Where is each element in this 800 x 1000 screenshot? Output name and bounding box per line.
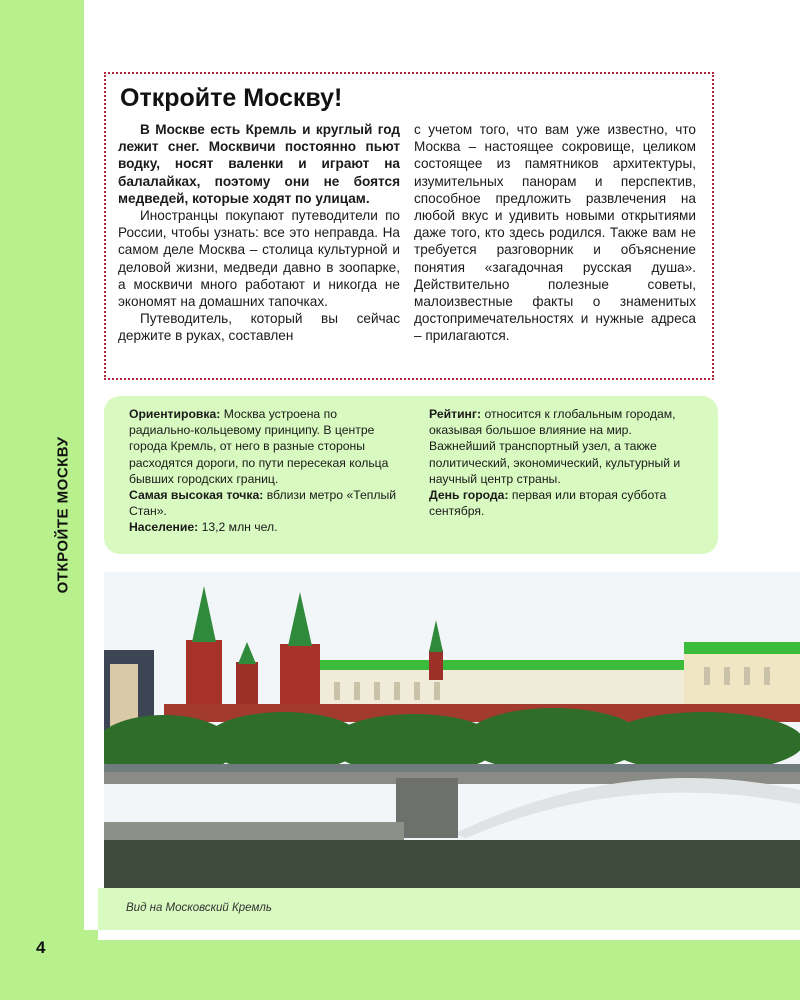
facts-box [104,396,718,554]
river [104,840,800,888]
fact-orientation [129,406,399,487]
fact-rating-label: Рейтинг: [429,407,482,421]
intro-box [104,72,714,380]
fact-population-label: Население: [129,520,199,535]
fact-highest-label: Самая высокая точка: [129,488,264,503]
kremlin-illustration [104,572,800,888]
footer-band [98,940,800,1000]
intro-paragraph-1: Иностранцы покупают путеводители по России, чтобы узнать: все это неправда. На самом деле Москва – столица культурной и деловой жизни, медведи давно в зоопарке, а москвичи много работают и никогда не экономят на домашних тапочках. [118,208,400,310]
intro-title: Откройте Москву! [120,84,343,112]
fact-orientation-text: Москва устроена по радиально-кольцевому принципу. В центре города Кремль, от него в разные стороны расходятся дороги, по пути пересекая кольца бывших городских границ. [129,407,389,486]
fact-highest-point [129,487,399,519]
fact-rating-text: относится к глобальным городам, оказывая большое влияние на мир. Важнейший транспортный узел, а также политический, экономический, культурный и научный центр страны. [429,407,681,486]
section-label: ОТКРОЙТЕ МОСКВУ [54,436,72,594]
facts-column-left [129,406,399,546]
facts-column-right [429,406,699,546]
kremlin-photo [104,572,800,888]
fact-population-text: 13,2 млн чел. [201,520,278,535]
palace-roof [314,660,684,670]
fact-cityday-label: День города: [429,488,509,503]
palace-roof-right [684,642,800,654]
fact-rating [429,406,699,487]
intro-lead: В Москве есть Кремль и круглый год лежит снег. Москвичи постоянно пьют водку, носят валенки и играют на балалайках, поэтому они не боятся медведей, которые ходят по улицам. [118,122,400,206]
bridge-pier [396,778,458,838]
photo-caption: Вид на Московский Кремль [126,902,272,914]
page-number: 4 [36,938,46,957]
fact-city-day [429,487,699,519]
intro-column-right [414,121,696,345]
intro-paragraph-2-continued: с учетом того, что вам уже известно, что Москва – настоящее сокровище, целиком состоящее из памятников архитектуры, изумительных панорам и перспектив, способное предложить развлечения на любой вкус и удивить новыми открытиями даже того, кто здесь родился. Также вам не требуется разговорник и объяснение понятия «загадочная русская душа». Действительно полезные советы, малоизвестные факты о знаменитых достопримечательностях и нужные адреса – прилагаются. [414,122,696,344]
fact-population [129,519,399,535]
intro-paragraph-2: Путеводитель, который вы сейчас держите в руках, составлен [118,311,400,344]
intro-column-left [118,121,400,345]
intro-columns [118,121,700,345]
page-number-box [0,930,98,1000]
fact-highest-text: вблизи метро «Теплый Стан». [129,488,397,519]
fact-orientation-label: Ориентировка: [129,407,221,421]
fact-cityday-text: первая или вторая суббота сентября. [429,488,667,519]
